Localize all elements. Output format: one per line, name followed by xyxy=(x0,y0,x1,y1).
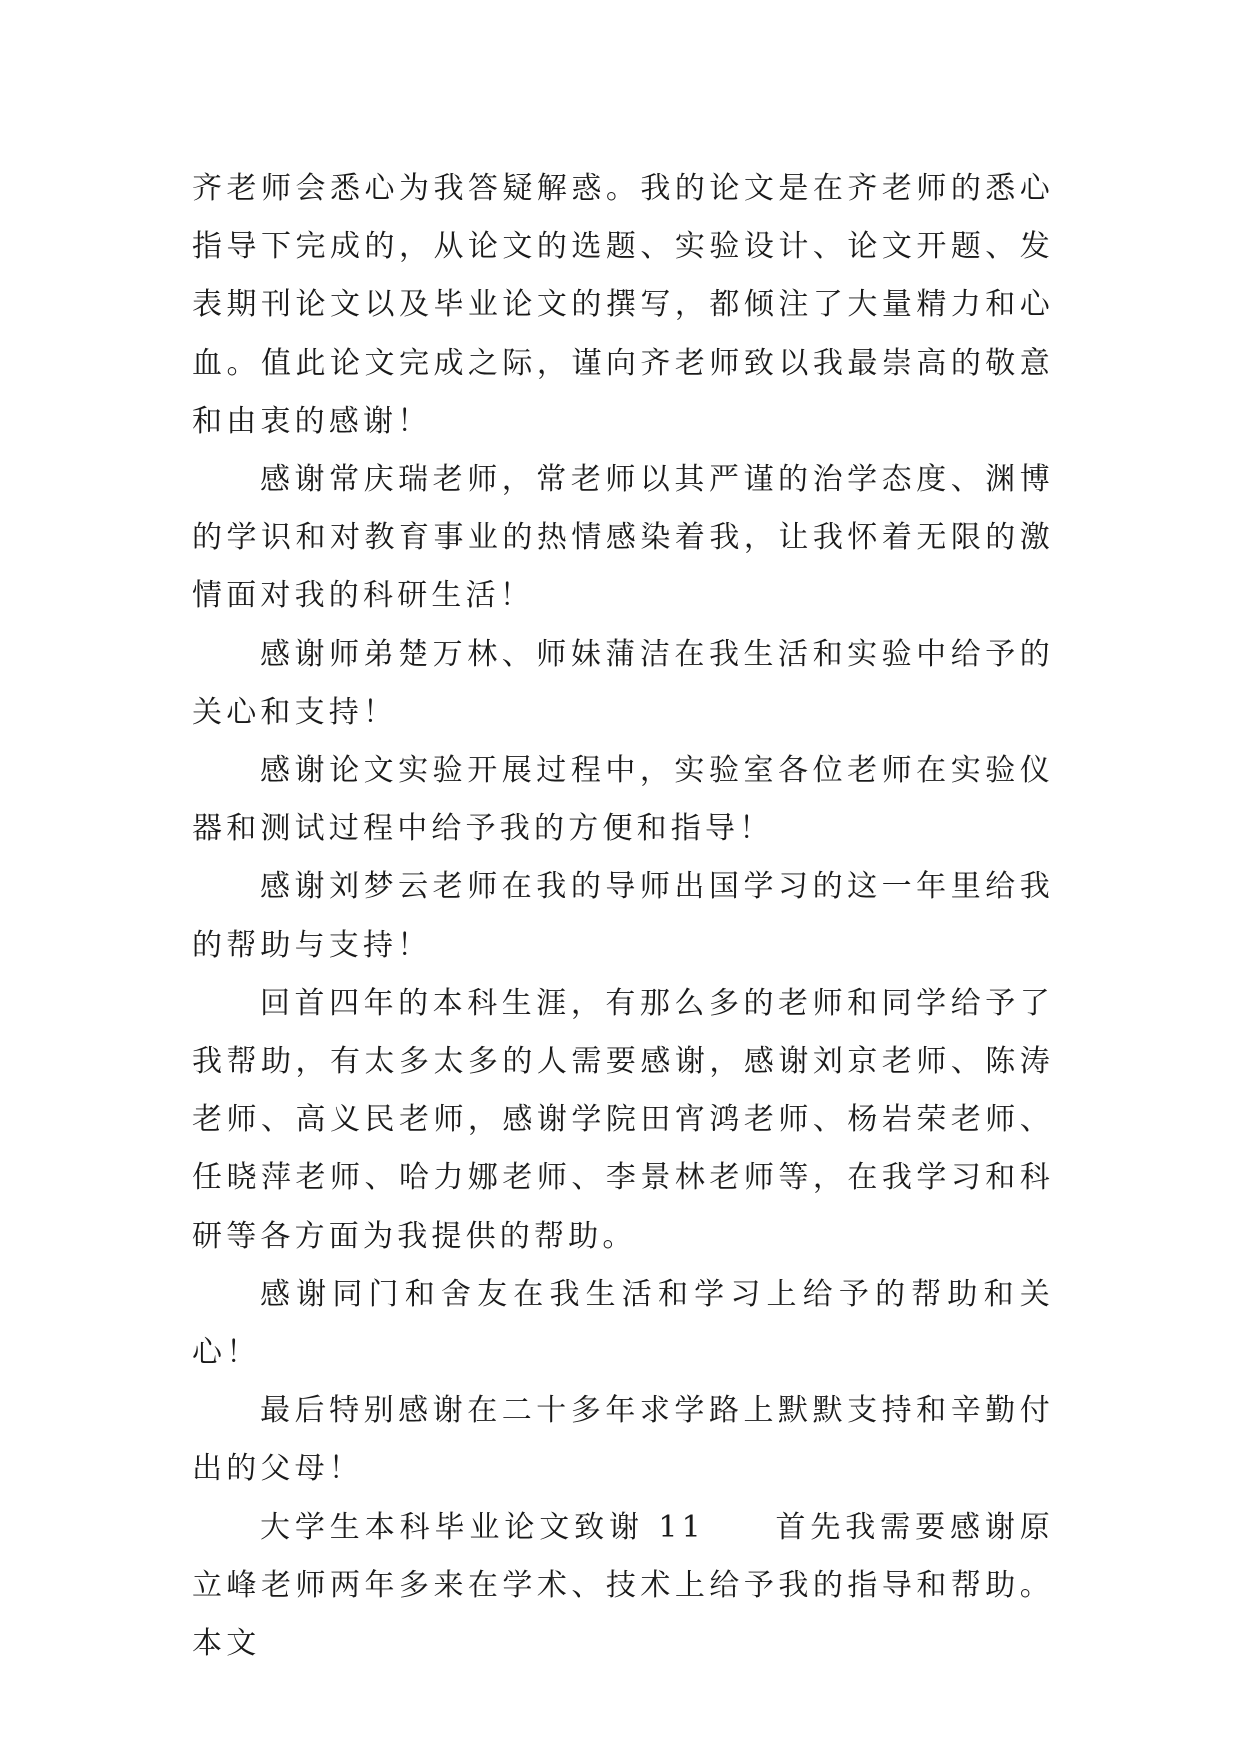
paragraph-continuation: 齐老师会悉心为我答疑解惑。我的论文是在齐老师的悉心指导下完成的，从论文的选题、实验设计、论文开题、发表期刊论文以及毕业论文的撰写，都倾注了大量精力和心血。值此论文完成之际，谨向齐老师致以我最崇高的敬意和由衷的感谢！ xyxy=(192,171,1054,439)
paragraph-thanks-parents: 最后特别感谢在二十多年求学路上默默支持和辛勤付出的父母！ xyxy=(192,1393,1054,1487)
paragraph-thanks-liu: 感谢刘梦云老师在我的导师出国学习的这一年里给我的帮助与支持！ xyxy=(192,869,1054,963)
paragraph-thanks-juniors: 感谢师弟楚万林、师妹蒲洁在我生活和实验中给予的关心和支持！ xyxy=(192,636,1054,730)
paragraph-thanks-roommates: 感谢同门和舍友在我生活和学习上给予的帮助和关心！ xyxy=(192,1276,1054,1371)
paragraph-thanks-chang: 感谢常庆瑞老师，常老师以其严谨的治学态度、渊博的学识和对教育事业的热情感染着我，让我怀着无限的激情面对我的科研生活！ xyxy=(192,462,1054,614)
paragraph-next-section: 大学生本科毕业论文致谢 11 首先我需要感谢原立峰老师两年多来在学术、技术上给予我的指导和帮助。本文 xyxy=(192,1509,1054,1662)
paragraph-thanks-teachers: 回首四年的本科生涯，有那么多的老师和同学给予了我帮助，有太多太多的人需要感谢，感谢刘京老师、陈涛老师、高义民老师，感谢学院田宵鸿老师、杨岩荣老师、任晓萍老师、哈力娜老师、李景林老师等，在我学习和科研等各方面为我提供的帮助。 xyxy=(192,985,1054,1254)
document-body xyxy=(192,160,1054,1673)
paragraph-thanks-lab: 感谢论文实验开展过程中，实验室各位老师在实验仪器和测试过程中给予我的方便和指导！ xyxy=(192,753,1054,847)
